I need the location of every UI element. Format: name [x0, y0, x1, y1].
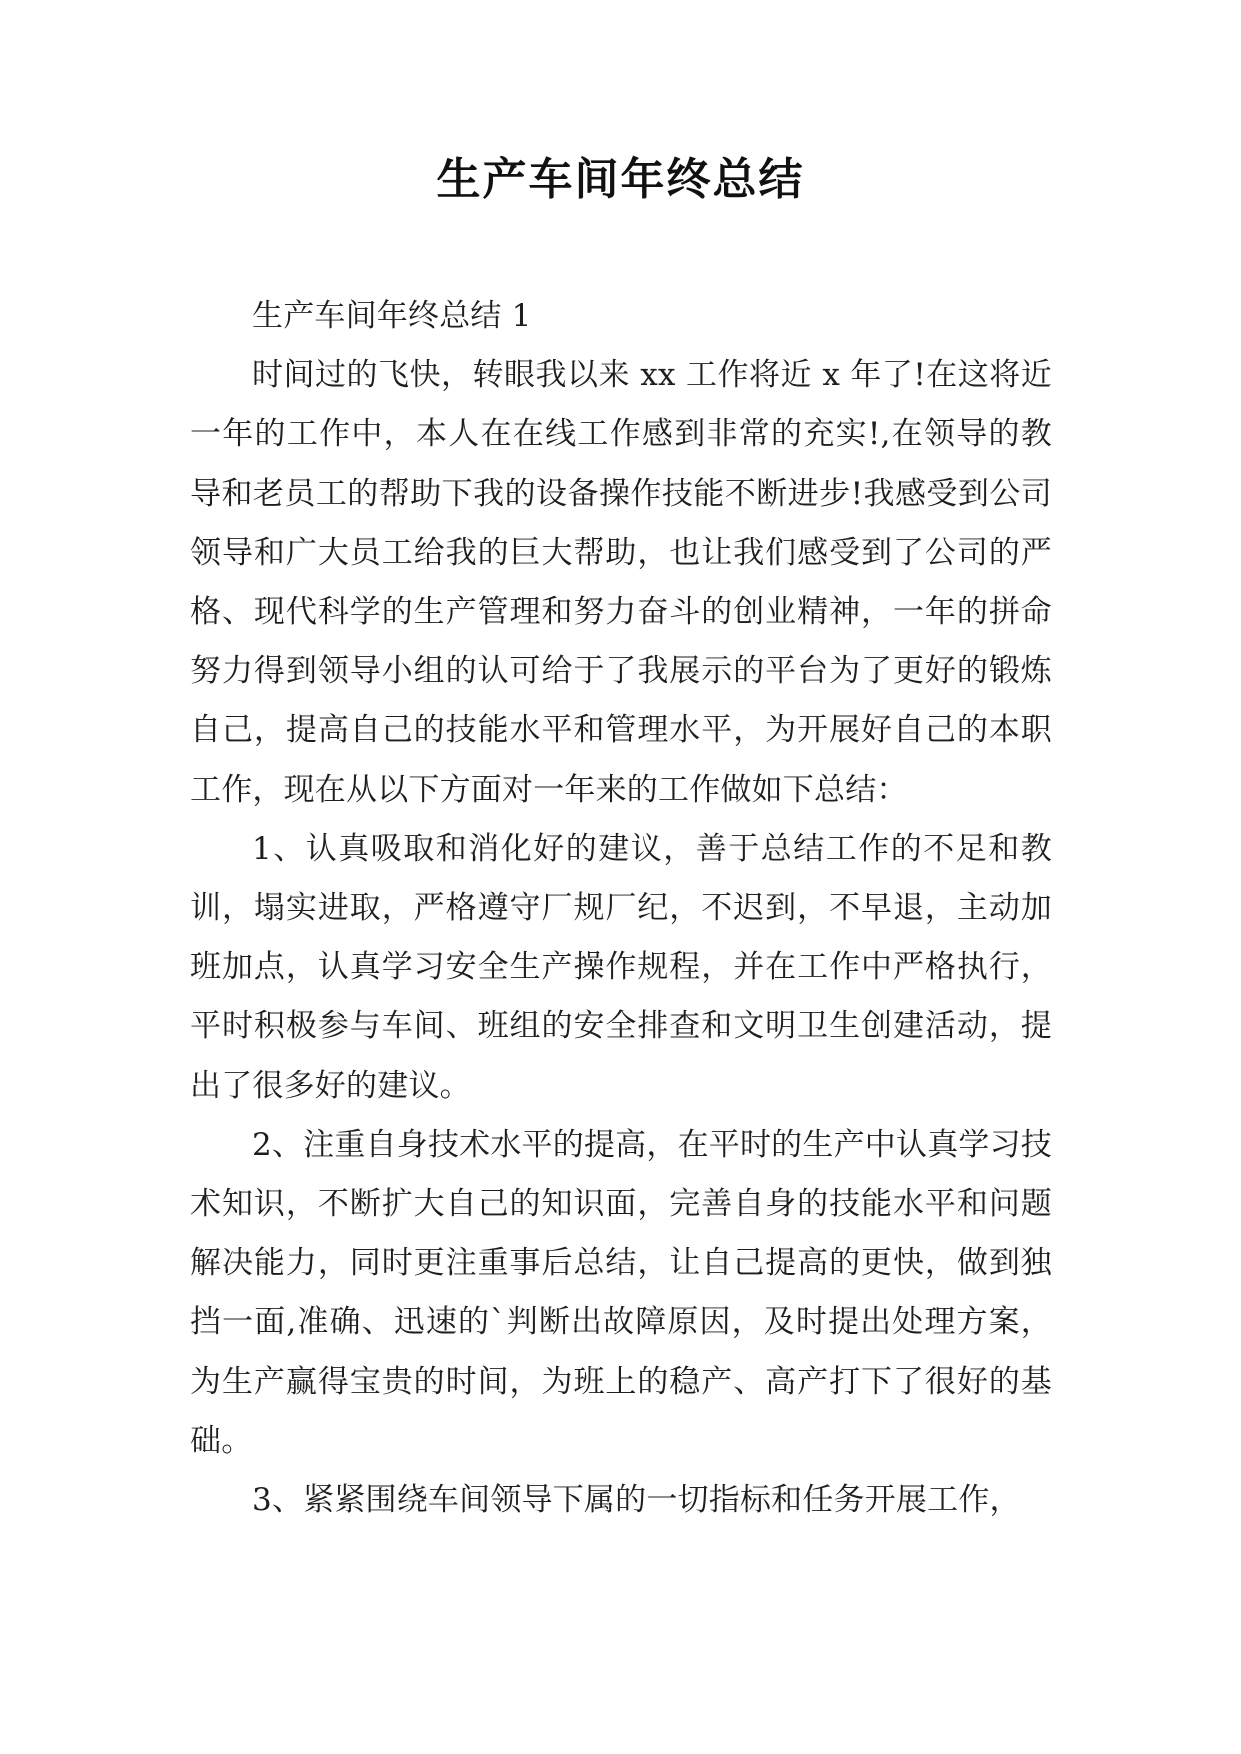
paragraph-item-2: 2、注重自身技术水平的提高，在平时的生产中认真学习技术知识，不断扩大自己的知识面，完善自身的技能水平和问题解决能力，同时更注重事后总结，让自己提高的更快，做到独挡一面,准确、迅速的`判断出故障原因，及时提出处理方案，为生产赢得宝贵的时间，为班上的稳产、高产打下了很好的基础。 — [190, 1126, 1052, 1459]
paragraph-intro: 时间过的飞快，转眼我以来 xx 工作将近 x 年了!在这将近一年的工作中，本人在在线工作感到非常的充实!,在领导的教导和老员工的帮助下我的设备操作技能不断进步!我感受到公司领导和广大员工给我的巨大帮助，也让我们感受到了公司的严格、现代科学的生产管理和努力奋斗的创业精神，一年的拼命努力得到领导小组的认可给于了我展示的平台为了更好的锻炼自己，提高自己的技能水平和管理水平，为开展好自己的本职工作，现在从以下方面对一年来的工作做如下总结： — [190, 357, 1052, 808]
section-heading: 生产车间年终总结 1 — [252, 298, 532, 334]
document-title: 生产车间年终总结 — [436, 154, 805, 205]
paragraph-item-3: 3、紧紧围绕车间领导下属的一切指标和任务开展工作， — [252, 1482, 1021, 1519]
paragraph-item-1: 1、认真吸取和消化好的建议，善于总结工作的不足和教训，塌实进取，严格遵守厂规厂纪，不迟到，不早退，主动加班加点，认真学习安全生产操作规程，并在工作中严格执行，平时积极参与车间、班组的安全排查和文明卫生创建活动，提出了很多好的建议。 — [190, 830, 1052, 1104]
document-body — [190, 287, 1052, 1530]
